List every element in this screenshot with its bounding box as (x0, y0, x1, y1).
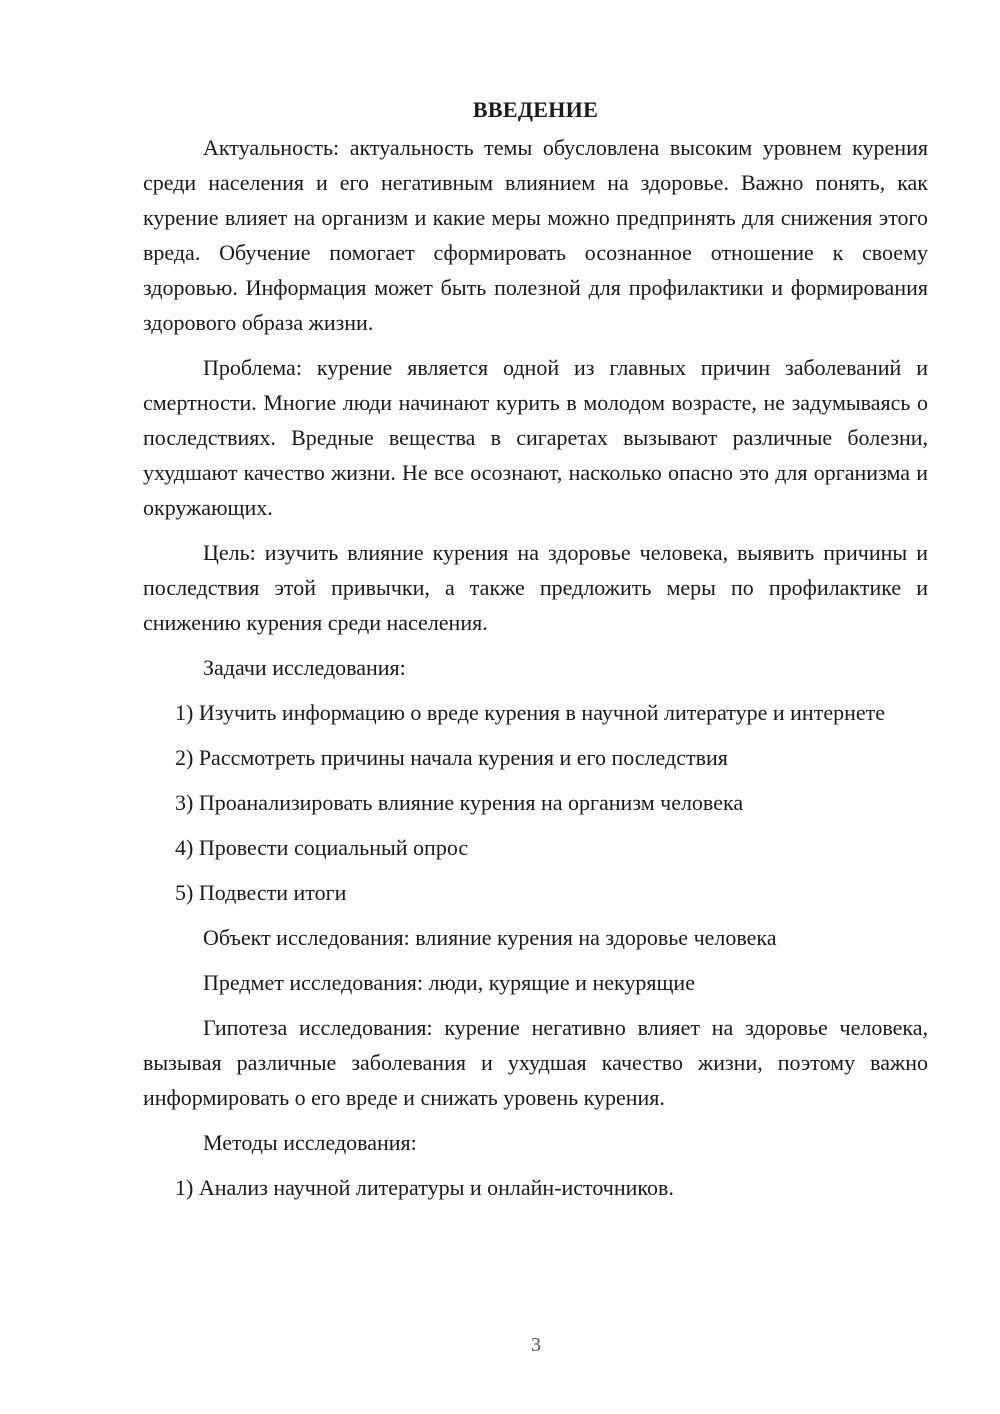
object-paragraph: Объект исследования: влияние курения на здоровье человека (203, 925, 777, 950)
tasks-heading: Задачи исследования: (203, 655, 406, 680)
hypothesis-paragraph: Гипотеза исследования: курение негативно влияет на здоровье человека, вызывая различные заболевания и ухудшая качество жизни, поэтому важно информировать о его вреде и снижать уровень курения. (143, 1015, 928, 1110)
section-title: ВВЕДЕНИЕ (472, 97, 599, 122)
task-item: 5) Подвести итоги (175, 880, 347, 905)
task-item: 1) Изучить информацию о вреде курения в научной литературе и интернете (175, 700, 885, 725)
methods-heading: Методы исследования: (203, 1130, 417, 1155)
task-item: 4) Провести социальный опрос (175, 835, 469, 860)
goal-paragraph: Цель: изучить влияние курения на здоровье человека, выявить причины и последствия этой привычки, а также предложить меры по профилактике и снижению курения среди населения. (143, 540, 928, 635)
task-item: 3) Проанализировать влияние курения на организм человека (175, 790, 744, 815)
method-item: 1) Анализ научной литературы и онлайн-источников. (175, 1175, 674, 1200)
relevance-paragraph: Актуальность: актуальность темы обусловлена высоким уровнем курения среди населения и его негативным влиянием на здоровье. Важно понять, как курение влияет на организм и какие меры можно предпринять для снижения этого вреда. Обучение помогает сформировать осознанное отношение к своему здоровью. Информация может быть полезной для профилактики и формирования здорового образа жизни. (143, 135, 928, 335)
task-item: 2) Рассмотреть причины начала курения и его последствия (175, 745, 728, 770)
problem-paragraph: Проблема: курение является одной из главных причин заболеваний и смертности. Многие люди начинают курить в молодом возрасте, не задумываясь о последствиях. Вредные вещества в сигаретах вызывают различные болезни, ухудшают качество жизни. Не все осознают, насколько опасно это для организма и окружающих. (143, 355, 928, 520)
subject-paragraph: Предмет исследования: люди, курящие и некурящие (203, 970, 695, 995)
document-page (143, 92, 928, 1215)
page-number: 3 (531, 1334, 541, 1356)
